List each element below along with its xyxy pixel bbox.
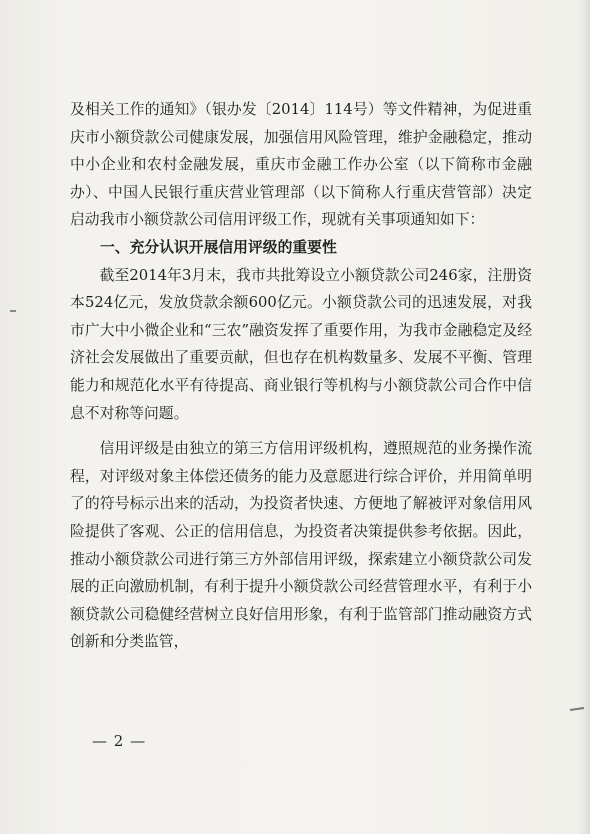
- body-paragraph: 截至2014年3月末，我市共批筹设立小额贷款公司246家，注册资本524亿元，发放贷款余额600亿元。小额贷款公司的迅速发展，对我市广大中小微企业和“三农”融资发挥了重要作用，为我市金融稳定及经济社会发展做出了重要贡献，但也存在机构数量多、发展不平衡、管理能力和规范化水平有待提高、商业银行等机构与小额贷款公司合作中信息不对称等问题。: [70, 266, 532, 422]
- page-number: — 2 —: [92, 732, 147, 750]
- intro-paragraph: 及相关工作的通知》（银办发〔2014〕114号）等文件精神，为促进重庆市小额贷款公司健康发展，加强信用风险管理，维护金融稳定，推动中小企业和农村金融发展，重庆市金融工作办公室（以下简称市金融办）、中国人民银行重庆营业管理部（以下简称人行重庆营管部）决定启动我市小额贷款公司信用评级工作，现就有关事项通知如下：: [70, 101, 532, 229]
- section-heading: 一、充分认识开展信用评级的重要性: [100, 238, 337, 256]
- body-paragraph: 信用评级是由独立的第三方信用评级机构，遵照规范的业务操作流程，对评级对象主体偿还债务的能力及意愿进行综合评价，并用简单明了的符号标示出来的活动，为投资者快速、方便地了解被评对象信用风险提供了客观、公正的信用信息，为投资者决策提供参考依据。因此，推动小额贷款公司进行第三方外部信用评级，探索建立小额贷款公司发展的正向激励机制，有利于提升小额贷款公司经营管理水平，有利于小额贷款公司稳健经营树立良好信用形象，有利于监管部门推动融资方式创新和分类监管，: [70, 440, 532, 651]
- margin-mark: [10, 310, 16, 312]
- document-body: [70, 96, 532, 656]
